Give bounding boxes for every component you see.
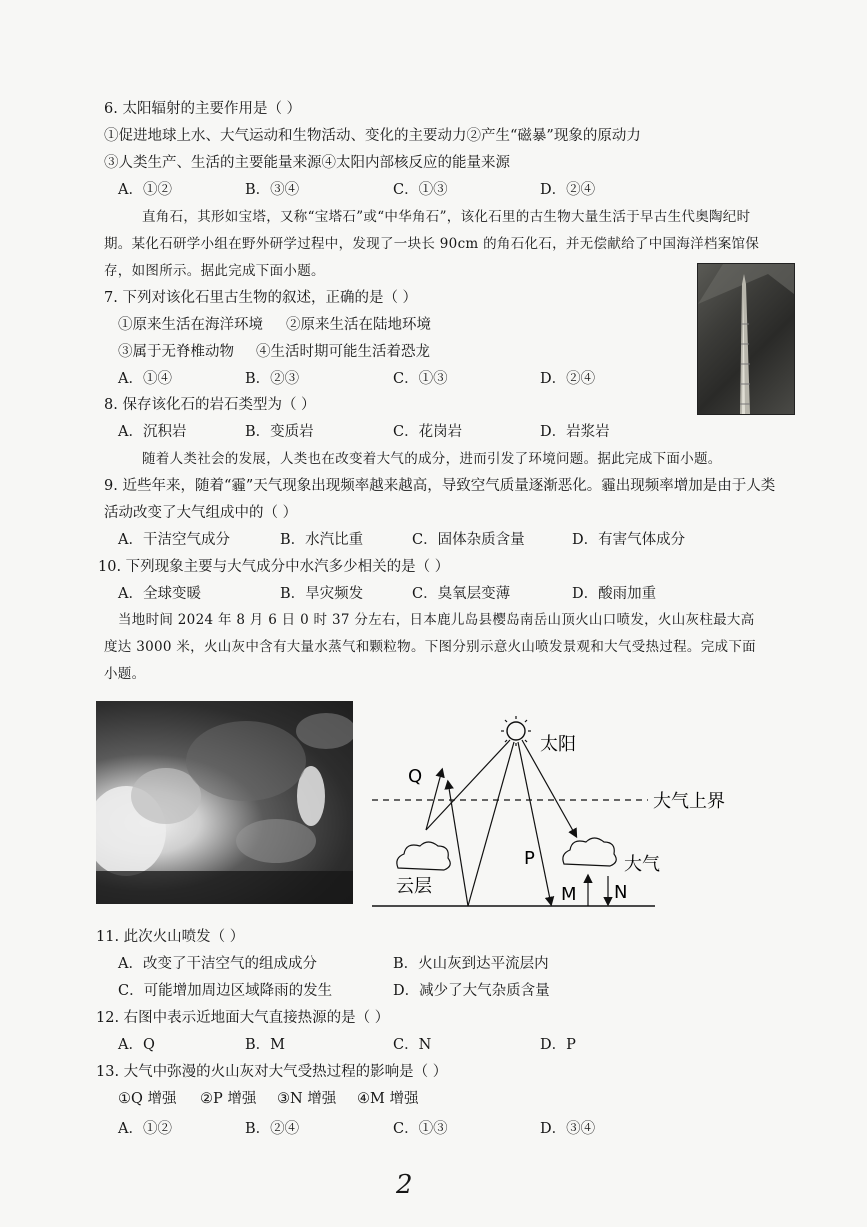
q12-option-a[interactable]: A．Q: [118, 1037, 155, 1053]
q13-stem: 13. 大气中弥漫的火山灰对大气受热过程的影响是（ ）: [96, 1064, 448, 1080]
q6-option-d[interactable]: D．②④: [540, 182, 596, 198]
environment-passage: 随着人类社会的发展，人类也在改变着大气的成分，进而引发了环境问题。据此完成下面小题。: [142, 451, 722, 467]
q13-option-d[interactable]: D．③④: [540, 1121, 596, 1137]
q9-option-b[interactable]: B．水汽比重: [280, 532, 364, 548]
q8-option-b[interactable]: B．变质岩: [245, 424, 314, 440]
fossil-passage-line-1: 直角石，其形如宝塔，又称“宝塔石”或“中华角石”，该化石里的古生物大量生活于早古生代奥陶纪时: [142, 209, 751, 225]
volcano-passage-line-3: 小题。: [104, 666, 146, 682]
q6-option-a[interactable]: A．①②: [118, 182, 172, 198]
q13-option-c[interactable]: C．①③: [393, 1121, 448, 1137]
q12-stem: 12. 右图中表示近地面大气直接热源的是（ ）: [96, 1010, 390, 1026]
q10-option-b[interactable]: B．旱灾频发: [280, 586, 364, 602]
ray-p: [518, 742, 551, 904]
q13-option-a[interactable]: A．①②: [118, 1121, 172, 1137]
q6-statement-line-2: ③人类生产、生活的主要能量来源④太阳内部核反应的能量来源: [104, 155, 510, 171]
q13-choice-2: ②P 增强: [200, 1091, 257, 1107]
q7-option-c[interactable]: C．①③: [393, 371, 448, 387]
q11-stem: 11. 此次火山喷发（ ）: [96, 929, 245, 945]
q11-option-d[interactable]: D．减少了大气杂质含量: [393, 983, 550, 999]
q8-stem: 8. 保存该化石的岩石类型为（ ）: [104, 397, 316, 413]
label-q: Q: [408, 766, 423, 787]
ray-to-ground: [468, 742, 514, 906]
q7-option-b[interactable]: B．②③: [245, 371, 300, 387]
q8-option-a[interactable]: A．沉积岩: [118, 424, 187, 440]
label-p: P: [524, 848, 535, 869]
volcano-eruption-photo: [96, 701, 353, 904]
q7-option-a[interactable]: A．①④: [118, 371, 172, 387]
label-n: N: [614, 882, 628, 903]
q11-option-b[interactable]: B．火山灰到达平流层内: [393, 956, 549, 972]
q9-stem: 9. 近些年来，随着“霾”天气现象出现频率越来越高，导致空气质量逐渐恶化。霾出现频率增加是由于人类: [104, 478, 776, 494]
q6-option-c[interactable]: C．①③: [393, 182, 448, 198]
fossil-passage-line-2: 期。某化石研学小组在野外研学过程中，发现了一块长 90cm 的角石化石，并无偿献给了中国海洋档案馆保: [104, 236, 760, 252]
q12-option-c[interactable]: C．N: [393, 1037, 432, 1053]
sun-icon: [501, 716, 531, 746]
q6-statement-line-1: ①促进地球上水、大气运动和生物活动、变化的主要动力②产生“磁暴”现象的原动力: [104, 128, 641, 144]
q9-option-d[interactable]: D．有害气体成分: [572, 532, 686, 548]
label-m: M: [561, 884, 577, 905]
q13-choice-4: ④M 增强: [357, 1091, 419, 1107]
q7-option-d[interactable]: D．②④: [540, 371, 596, 387]
q7-stem: 7. 下列对该化石里古生物的叙述，正确的是（ ）: [104, 290, 418, 306]
cloud-layer-label: 云层: [396, 876, 432, 897]
atmosphere-label: 大气: [624, 854, 660, 875]
q11-option-a[interactable]: A．改变了干洁空气的组成成分: [118, 956, 317, 972]
q11-option-c[interactable]: C．可能增加周边区域降雨的发生: [118, 983, 333, 999]
q10-option-a[interactable]: A．全球变暖: [118, 586, 201, 602]
left-cloud-icon: [397, 842, 450, 870]
q9-option-c[interactable]: C．固体杂质含量: [412, 532, 525, 548]
page-number: 2: [396, 1170, 413, 1200]
q12-option-d[interactable]: D．P: [540, 1037, 576, 1053]
q7-statement-4: ④生活时期可能生活着恐龙: [256, 344, 430, 360]
q6-option-b[interactable]: B．③④: [245, 182, 300, 198]
fossil-photo: [697, 263, 795, 415]
q9-option-a[interactable]: A．干洁空气成分: [118, 532, 230, 548]
q7-statement-2: ②原来生活在陆地环境: [286, 317, 431, 333]
fossil-passage-line-3: 存，如图所示。据此完成下面小题。: [104, 263, 325, 279]
q8-option-d[interactable]: D．岩浆岩: [540, 424, 610, 440]
volcano-passage-line-1: 当地时间 2024 年 8 月 6 日 0 时 37 分左右，日本鹿儿岛县樱岛南岳山顶火山口喷发，火山灰柱最大高: [118, 612, 755, 628]
sun-label: 太阳: [540, 734, 576, 755]
q7-statement-3: ③属于无脊椎动物: [118, 344, 234, 360]
q12-option-b[interactable]: B．M: [245, 1037, 286, 1053]
right-cloud-icon: [563, 838, 616, 866]
q10-stem: 10. 下列现象主要与大气成分中水汽多少相关的是（ ）: [98, 559, 450, 575]
q13-choice-1: ①Q 增强: [118, 1091, 177, 1107]
q13-option-b[interactable]: B．②④: [245, 1121, 300, 1137]
atmosphere-top-label: 大气上界: [653, 791, 725, 812]
q7-statement-1: ①原来生活在海洋环境: [118, 317, 263, 333]
q10-option-c[interactable]: C．臭氧层变薄: [412, 586, 511, 602]
q9-stem-line-2: 活动改变了大气组成中的（ ）: [104, 505, 298, 521]
atmospheric-heating-diagram: [368, 700, 758, 915]
q8-option-c[interactable]: C．花岗岩: [393, 424, 463, 440]
q13-choice-3: ③N 增强: [277, 1091, 337, 1107]
q10-option-d[interactable]: D．酸雨加重: [572, 586, 657, 602]
q6-stem: 6. 太阳辐射的主要作用是（ ）: [104, 101, 302, 117]
volcano-passage-line-2: 度达 3000 米，火山灰中含有大量水蒸气和颗粒物。下图分别示意火山喷发景观和大气受热过程。完成下面: [104, 639, 756, 655]
